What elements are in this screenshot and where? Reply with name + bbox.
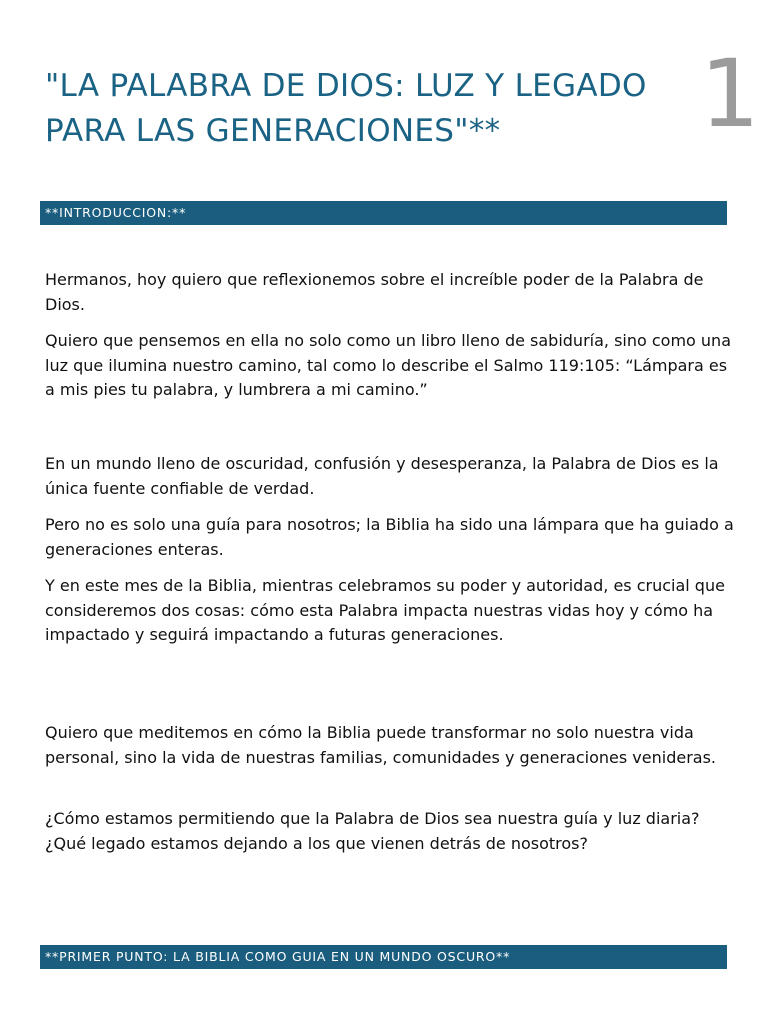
paragraph-6: Quiero que meditemos en cómo la Biblia puede transformar no solo nuestra vida personal, sino la vida de nuestras familias, comunidades y generaciones venideras. bbox=[45, 723, 716, 767]
section-heading-primer-punto: **PRIMER PUNTO: LA BIBLIA COMO GUIA EN UN MUNDO OSCURO** bbox=[40, 945, 727, 969]
paragraph-5: Y en este mes de la Biblia, mientras celebramos su poder y autoridad, es crucial que consideremos dos cosas: cómo esta Palabra impacta nuestras vidas hoy y cómo ha impactado y seguirá impactando a futuras generaciones. bbox=[45, 576, 725, 644]
document-title: "LA PALABRA DE DIOS: LUZ Y LEGADO PARA LAS GENERACIONES"** bbox=[45, 68, 647, 149]
page-number: 1 bbox=[700, 40, 760, 149]
paragraph-2: Quiero que pensemos en ella no solo como un libro lleno de sabiduría, sino como una luz que ilumina nuestro camino, tal como lo describe el Salmo 119:105: “Lámpara es a mis pies tu palabra, y lumbrera a mi camino.” bbox=[45, 331, 731, 399]
paragraph-3: En un mundo lleno de oscuridad, confusión y desesperanza, la Palabra de Dios es la única fuente confiable de verdad. bbox=[45, 454, 719, 498]
section-heading-introduccion: **INTRODUCCION:** bbox=[40, 201, 727, 225]
paragraph-1: Hermanos, hoy quiero que reflexionemos sobre el increíble poder de la Palabra de Dios. bbox=[45, 270, 704, 314]
paragraph-7: ¿Cómo estamos permitiendo que la Palabra de Dios sea nuestra guía y luz diaria? ¿Qué legado estamos dejando a los que vienen detrás de nosotros? bbox=[45, 809, 700, 853]
paragraph-4: Pero no es solo una guía para nosotros; la Biblia ha sido una lámpara que ha guiado a generaciones enteras. bbox=[45, 515, 734, 559]
